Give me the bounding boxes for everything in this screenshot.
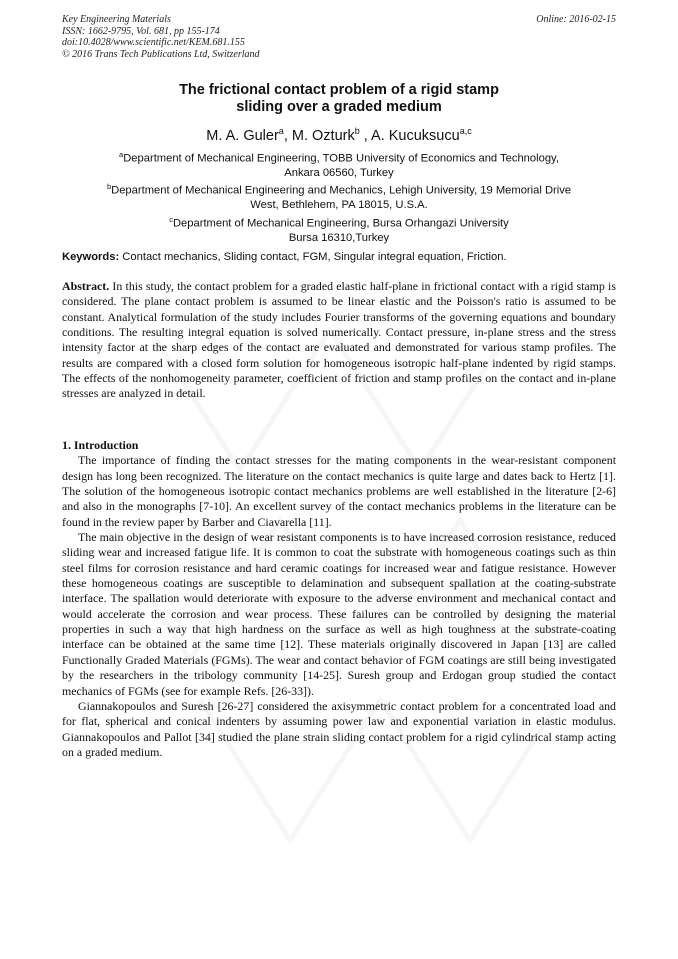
affiliation-a: $^a$Department of Mechanical Engineering, TOBB University of Economics and Technology, bbox=[119, 150, 559, 165]
author-affiliation-mark: a,c bbox=[459, 126, 472, 136]
title-line-2: sliding over a graded medium bbox=[236, 99, 442, 115]
paragraph: The main objective in the design of wear resistant components is to have increased corrosion resistance, reduced sliding wear and increased fatigue life. It is common to coat the substrate with homogeneous coatings such as thin steel films for corrosion resistance and hard ceramic coatings for increased wear and fatigue resistance. However these homogeneous coatings are susceptible to delamination and subsequent spallation at the coating-substrate interface. The spallation would deteriorate with exposure to the adverse environment and mechanical contact and would accelerate the corrosion and wear process. These failures can be controlled by designing the material properties in such a way that high hardness on the surface as well as high toughness at the substrate-coating interface can be obtained at the same time [12]. These materials originally discovered in Japan [13] are called Functionally Graded Materials (FGMs). The wear and contact behavior of FGM coatings are still being investigated by the researchers in the tribology community [14-25]. Suresh group and Erdogan group studied the contact mechanics of FGMs (see for example Refs. [26-33]). bbox=[62, 530, 616, 698]
author-list bbox=[62, 122, 616, 145]
keywords-label: Keywords: bbox=[62, 251, 120, 263]
affiliation-c: $^c$Department of Mechanical Engineering, Bursa Orhangazi University bbox=[169, 214, 509, 230]
issn-line: ISSN: 1662-9795, Vol. 681, pp 155-174 bbox=[62, 25, 220, 37]
affiliation-a-address: Ankara 06560, Turkey bbox=[284, 167, 394, 180]
keywords-text: Contact mechanics, Sliding contact, FGM, Singular integral equation, Friction. bbox=[119, 251, 507, 263]
doi-line: doi:10.4028/www.scientific.net/KEM.681.155 bbox=[62, 37, 245, 48]
keywords bbox=[62, 250, 622, 264]
affiliation-c-address: Bursa 16310,Turkey bbox=[288, 231, 390, 244]
author-separator: , bbox=[283, 127, 292, 144]
journal-name: Key Engineering Materials bbox=[62, 14, 171, 25]
paragraph: Giannakopoulos and Suresh [26-27] considered the axisymmetric contact problem for a concentrated load and for flat, spherical and conical indenters by assuming power law and exponential variation in elastic modulus. Giannakopoulos and Pallot [34] studied the plane strain sliding contact problem for a rigid cylindrical stamp acting on a graded medium. bbox=[62, 698, 616, 759]
author-name: A. Kucuksucu bbox=[371, 127, 460, 144]
copyright-line: © 2016 Trans Tech Publications Ltd, Switzerland bbox=[62, 48, 260, 60]
author-name: M. Ozturk bbox=[291, 127, 355, 144]
paragraph: The importance of finding the contact stresses for the mating components in the wear-resistant component design has long been recognized. The literature on the contact mechanics is quite large and dates back to Hertz [1]. The solution of the homogeneous isotropic contact mechanics problems are well established in the literature [2-6] and also in the monographs [7-10]. An excellent survey of the contact mechanics problems in the literature can be found in the review paper by Barber and Ciavarella [11]. bbox=[62, 453, 616, 529]
introduction-section bbox=[62, 438, 616, 760]
author-name: M. A. Guler bbox=[206, 127, 279, 144]
online-date: Online: 2016-02-15 bbox=[536, 14, 616, 25]
paper-title bbox=[62, 82, 616, 116]
section-heading: 1. Introduction bbox=[62, 438, 139, 452]
author-affiliation-mark: a bbox=[278, 126, 284, 136]
author-affiliation-mark: b bbox=[354, 126, 360, 136]
affiliation-b: $^b$Department of Mechanical Engineering and Mechanics, Lehigh University, 19 Memorial Drive bbox=[106, 182, 572, 198]
affiliation-list bbox=[62, 148, 616, 245]
abstract-label: Abstract. bbox=[62, 279, 110, 293]
abstract bbox=[62, 279, 616, 402]
author-separator: , bbox=[359, 127, 372, 144]
abstract-text: In this study, the contact problem for a graded elastic half-plane in frictional contact with a rigid stamp is considered. The plane contact problem is assumed to be linear elastic and the Poisson's ratio is assumed to be constant. Analytical formulation of the study includes Fourier transforms of the governing equations and boundary conditions. The resulting integral equation is solved numerically. Contact pressure, in-plane stress and the stress intensity factor at the sharp edges of the contact are evaluated and demonstrated for various stamp profiles. The results are compared with a closed form solution for homogeneous isotropic half-plane indented by rigid stamps. The effects of the nonhomogeneity parameter, coefficient of friction and stamp profiles on the contact and in-plane stresses are analyzed in detail. bbox=[62, 279, 616, 401]
title-line-1: The frictional contact problem of a rigid stamp bbox=[179, 82, 499, 98]
affiliation-b-address: West, Bethlehem, PA 18015, U.S.A. bbox=[250, 199, 428, 212]
journal-header bbox=[62, 14, 616, 60]
